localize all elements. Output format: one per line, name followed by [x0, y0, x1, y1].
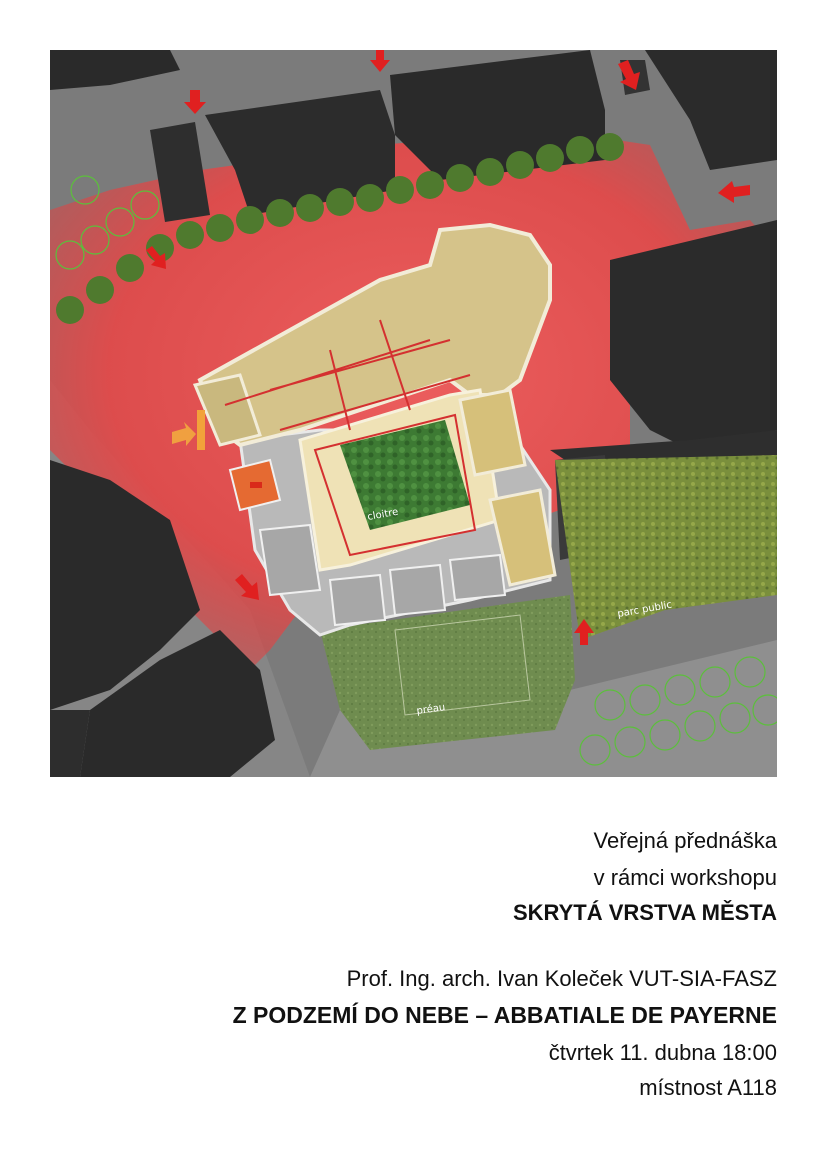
- entry-marker: [250, 482, 262, 488]
- parc-public-label: parc public: [616, 599, 673, 620]
- intro-line-2: v rámci workshopu: [593, 865, 777, 890]
- lecture-title: Z PODZEMÍ DO NEBE – ABBATIALE DE PAYERNE: [232, 1002, 777, 1028]
- speaker: Prof. Ing. arch. Ivan Koleček VUT-SIA-FASZ: [346, 966, 777, 991]
- preau-label: préau: [415, 702, 446, 717]
- intro-line-1: Veřejná přednáška: [593, 828, 777, 853]
- entrance-bar: [197, 410, 205, 450]
- lecture-room: místnost A118: [639, 1075, 777, 1100]
- lecture-date: čtvrtek 11. dubna 18:00: [548, 1040, 777, 1065]
- site-plan-image: [50, 50, 777, 777]
- workshop-title: SKRYTÁ VRSTVA MĚSTA: [512, 900, 777, 925]
- cloitre-label: cloitre: [366, 506, 400, 523]
